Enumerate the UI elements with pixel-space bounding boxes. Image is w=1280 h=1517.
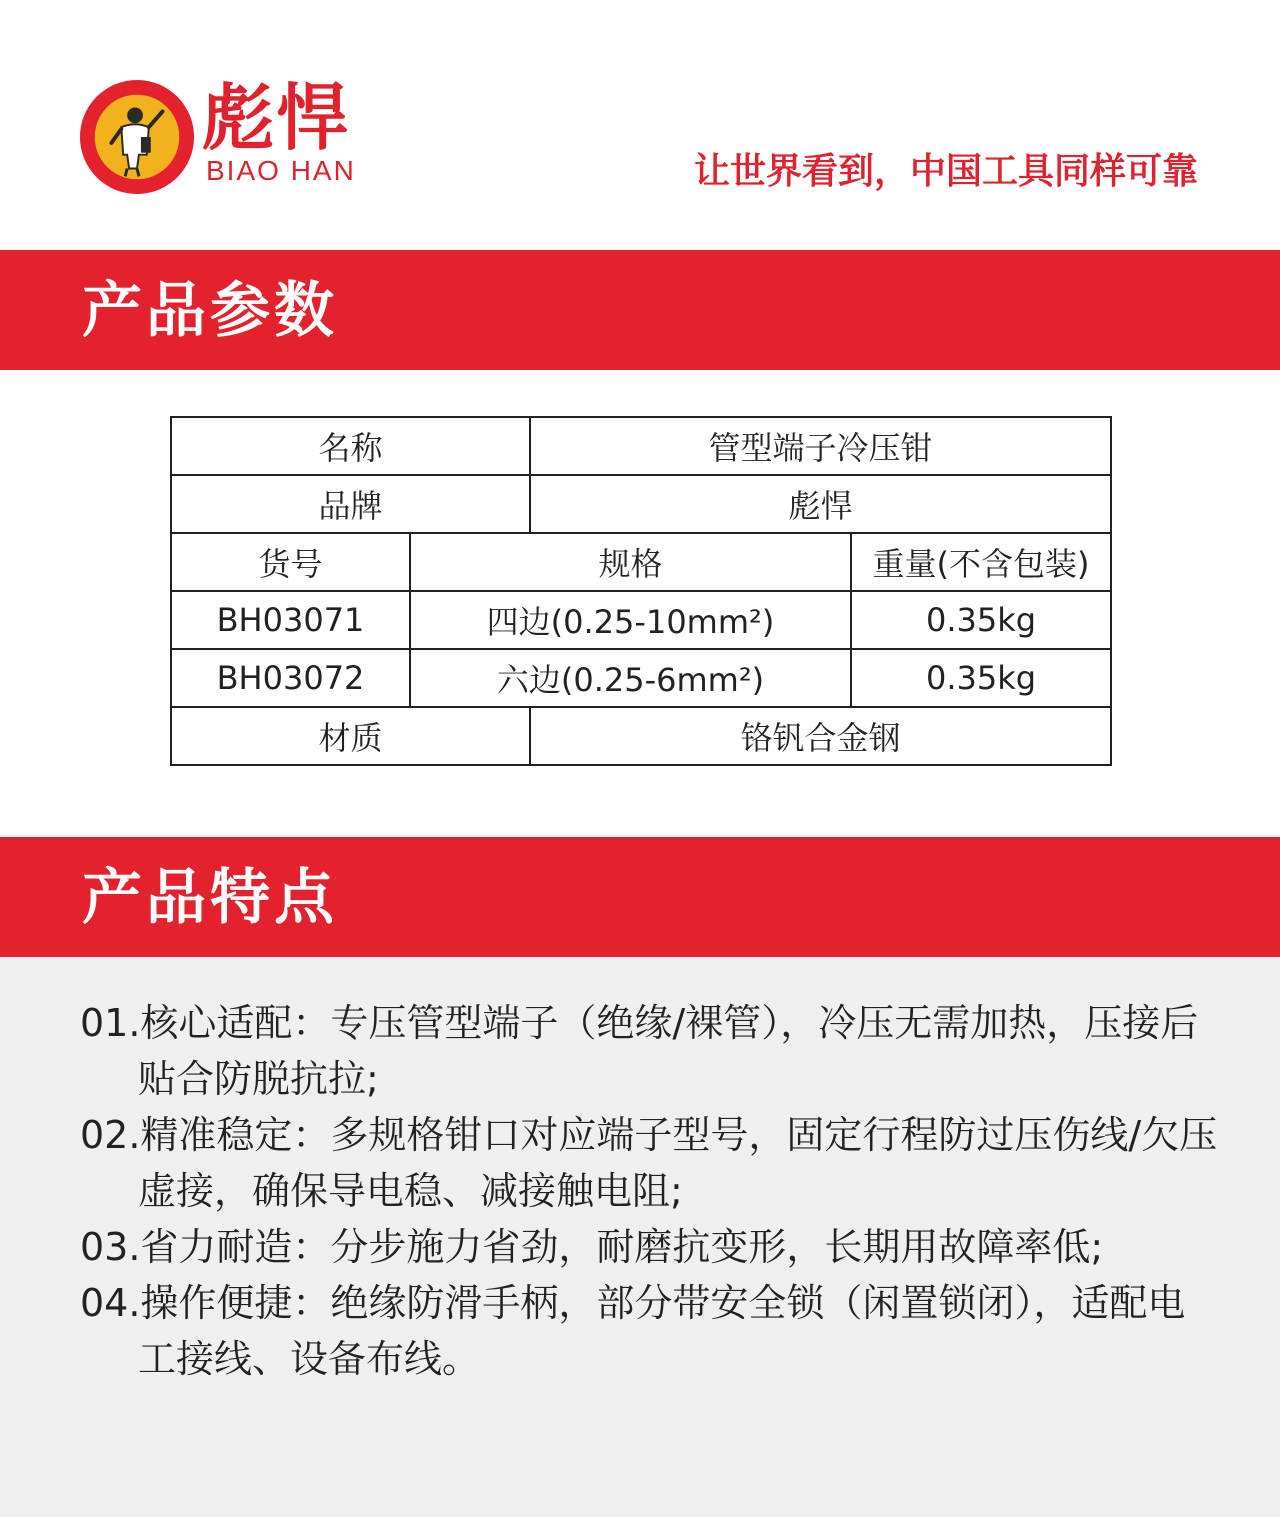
cell-code: BH03071: [171, 591, 410, 649]
section-banner-params: [0, 250, 1280, 370]
header: [0, 0, 1280, 250]
table-row-brand: [171, 475, 1111, 533]
feature-item-3: 03.省力耐造：分步施力省劲，耐磨抗变形，长期用故障率低;: [80, 1225, 1104, 1269]
cell-brand-value: 彪悍: [530, 475, 1111, 533]
table-header-row: [171, 533, 1111, 591]
table-row-name: [171, 417, 1111, 475]
cell-spec: 六边(0.25-6mm²): [410, 649, 851, 707]
cell-material-value: 铬钒合金钢: [530, 707, 1111, 765]
brand-slogan: 让世界看到，中国工具同样可靠: [693, 151, 1198, 192]
brand-emblem-icon: [78, 78, 196, 196]
cell-weight: 0.35kg: [851, 649, 1111, 707]
table-row: [171, 649, 1111, 707]
cell-name-label: 名称: [171, 417, 530, 475]
section-banner-features: [0, 837, 1280, 957]
section-title-features: 产品特点: [82, 863, 338, 933]
brand-logo: [78, 75, 368, 198]
cell-weight: 0.35kg: [851, 591, 1111, 649]
brand-name-cn: 彪悍: [202, 75, 351, 160]
brand-name-en: BIAO HAN: [206, 155, 356, 186]
feature-item-2: 02.精准稳定：多规格钳口对应端子型号，固定行程防过压伤线/欠压虚接，确保导电稳、减接触电阻;: [80, 1113, 1218, 1213]
header-weight: 重量(不含包装): [851, 533, 1111, 591]
cell-name-value: 管型端子冷压钳: [530, 417, 1111, 475]
table-row-material: [171, 707, 1111, 765]
header-spec: 规格: [410, 533, 851, 591]
feature-item-4: 04.操作便捷：绝缘防滑手柄，部分带安全锁（闲置锁闭），适配电工接线、设备布线。: [80, 1281, 1186, 1381]
cell-code: BH03072: [171, 649, 410, 707]
cell-spec: 四边(0.25-10mm²): [410, 591, 851, 649]
table-row: [171, 591, 1111, 649]
cell-brand-label: 品牌: [171, 475, 530, 533]
spec-table-container: [170, 416, 1110, 766]
cell-material-label: 材质: [171, 707, 530, 765]
header-code: 货号: [171, 533, 410, 591]
section-title-params: 产品参数: [82, 276, 338, 346]
spec-table: [170, 416, 1112, 766]
feature-item-1: 01.核心适配：专压管型端子（绝缘/裸管），冷压无需加热，压接后贴合防脱抗拉;: [80, 1001, 1199, 1101]
features-list: [80, 995, 1220, 1387]
